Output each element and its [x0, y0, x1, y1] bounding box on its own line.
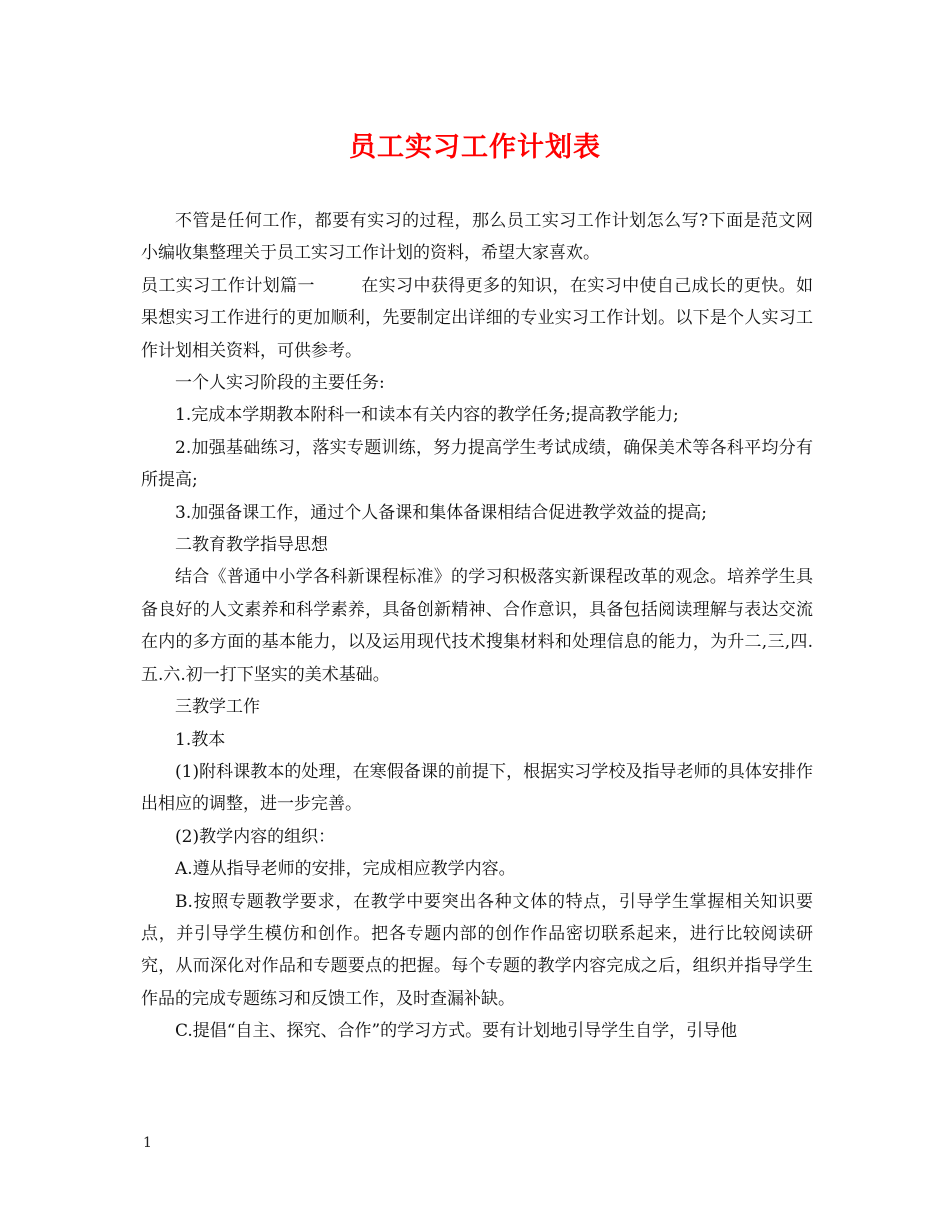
paragraph-guiding-thought: 结合《普通中小学各科新课程标准》的学习积极落实新课程改革的观念。培养学生具备良好的人文素养和科学素养，具备创新精神、合作意识，具备包括阅读理解与表达交流在内的多方面的基本能力，以及运用现代技术搜集材料和处理信息的能力，为升二,三,四.五.六.初一打下坚实的美术基础。: [141, 567, 813, 685]
paragraph-guiding-thought-heading: 二教育教学指导思想: [175, 535, 328, 556]
section-one-text: 在实习中获得更多的知识，在实习中使自己成长的更快。如果想实习工作进行的更加顺利，先要制定出详细的专业实习工作计划。以下是个人实习工作计划相关资料，可供参考。: [141, 275, 814, 361]
paragraph-textbook-handling: (1)附科课教本的处理，在寒假备课的前提下，根据实习学校及指导老师的具体安排作出相应的调整，进一步完善。: [141, 761, 813, 815]
paragraph-item-c: C.提倡“自主、探究、合作”的学习方式。要有计划地引导学生自学，引导他: [175, 1021, 738, 1042]
section-one-heading: 员工实习工作计划篇一: [141, 275, 315, 296]
paragraph-item-a: A.遵从指导老师的安排，完成相应教学内容。: [175, 859, 516, 880]
paragraph-section-one: [141, 270, 813, 367]
paragraph-teaching-work-heading: 三教学工作: [175, 697, 260, 718]
paragraph-task-2: 2.加强基础练习，落实专题训练，努力提高学生考试成绩，确保美术等各科平均分有所提高;: [141, 437, 813, 491]
page-number: 1: [143, 1135, 152, 1151]
paragraph-content-organization: (2)教学内容的组织：: [175, 826, 336, 847]
paragraph-item-b: B.按照专题教学要求，在教学中要突出各种文体的特点，引导学生掌握相关知识要点，并引导学生模仿和创作。把各专题内部的创作作品密切联系起来，进行比较阅读研究，从而深化对作品和专题要点的把握。每个专题的教学内容完成之后，组织并指导学生作品的完成专题练习和反馈工作，及时查漏补缺。: [141, 891, 813, 1009]
paragraph-main-tasks-heading: 一个人实习阶段的主要任务:: [175, 373, 385, 394]
paragraph-textbook-heading: 1.教本: [175, 729, 226, 750]
document-body: [141, 205, 813, 1048]
paragraph-task-1: 1.完成本学期教本附科一和读本有关内容的教学任务;提高教学能力;: [175, 405, 679, 426]
paragraph-intro: 不管是任何工作，都要有实习的过程，那么员工实习工作计划怎么写?下面是范文网小编收集整理关于员工实习工作计划的资料，希望大家喜欢。: [141, 211, 813, 264]
document-title: 员工实习工作计划表: [349, 132, 601, 163]
paragraph-task-3: 3.加强备课工作，通过个人备课和集体备课相结合促进教学效益的提高;: [175, 502, 707, 523]
